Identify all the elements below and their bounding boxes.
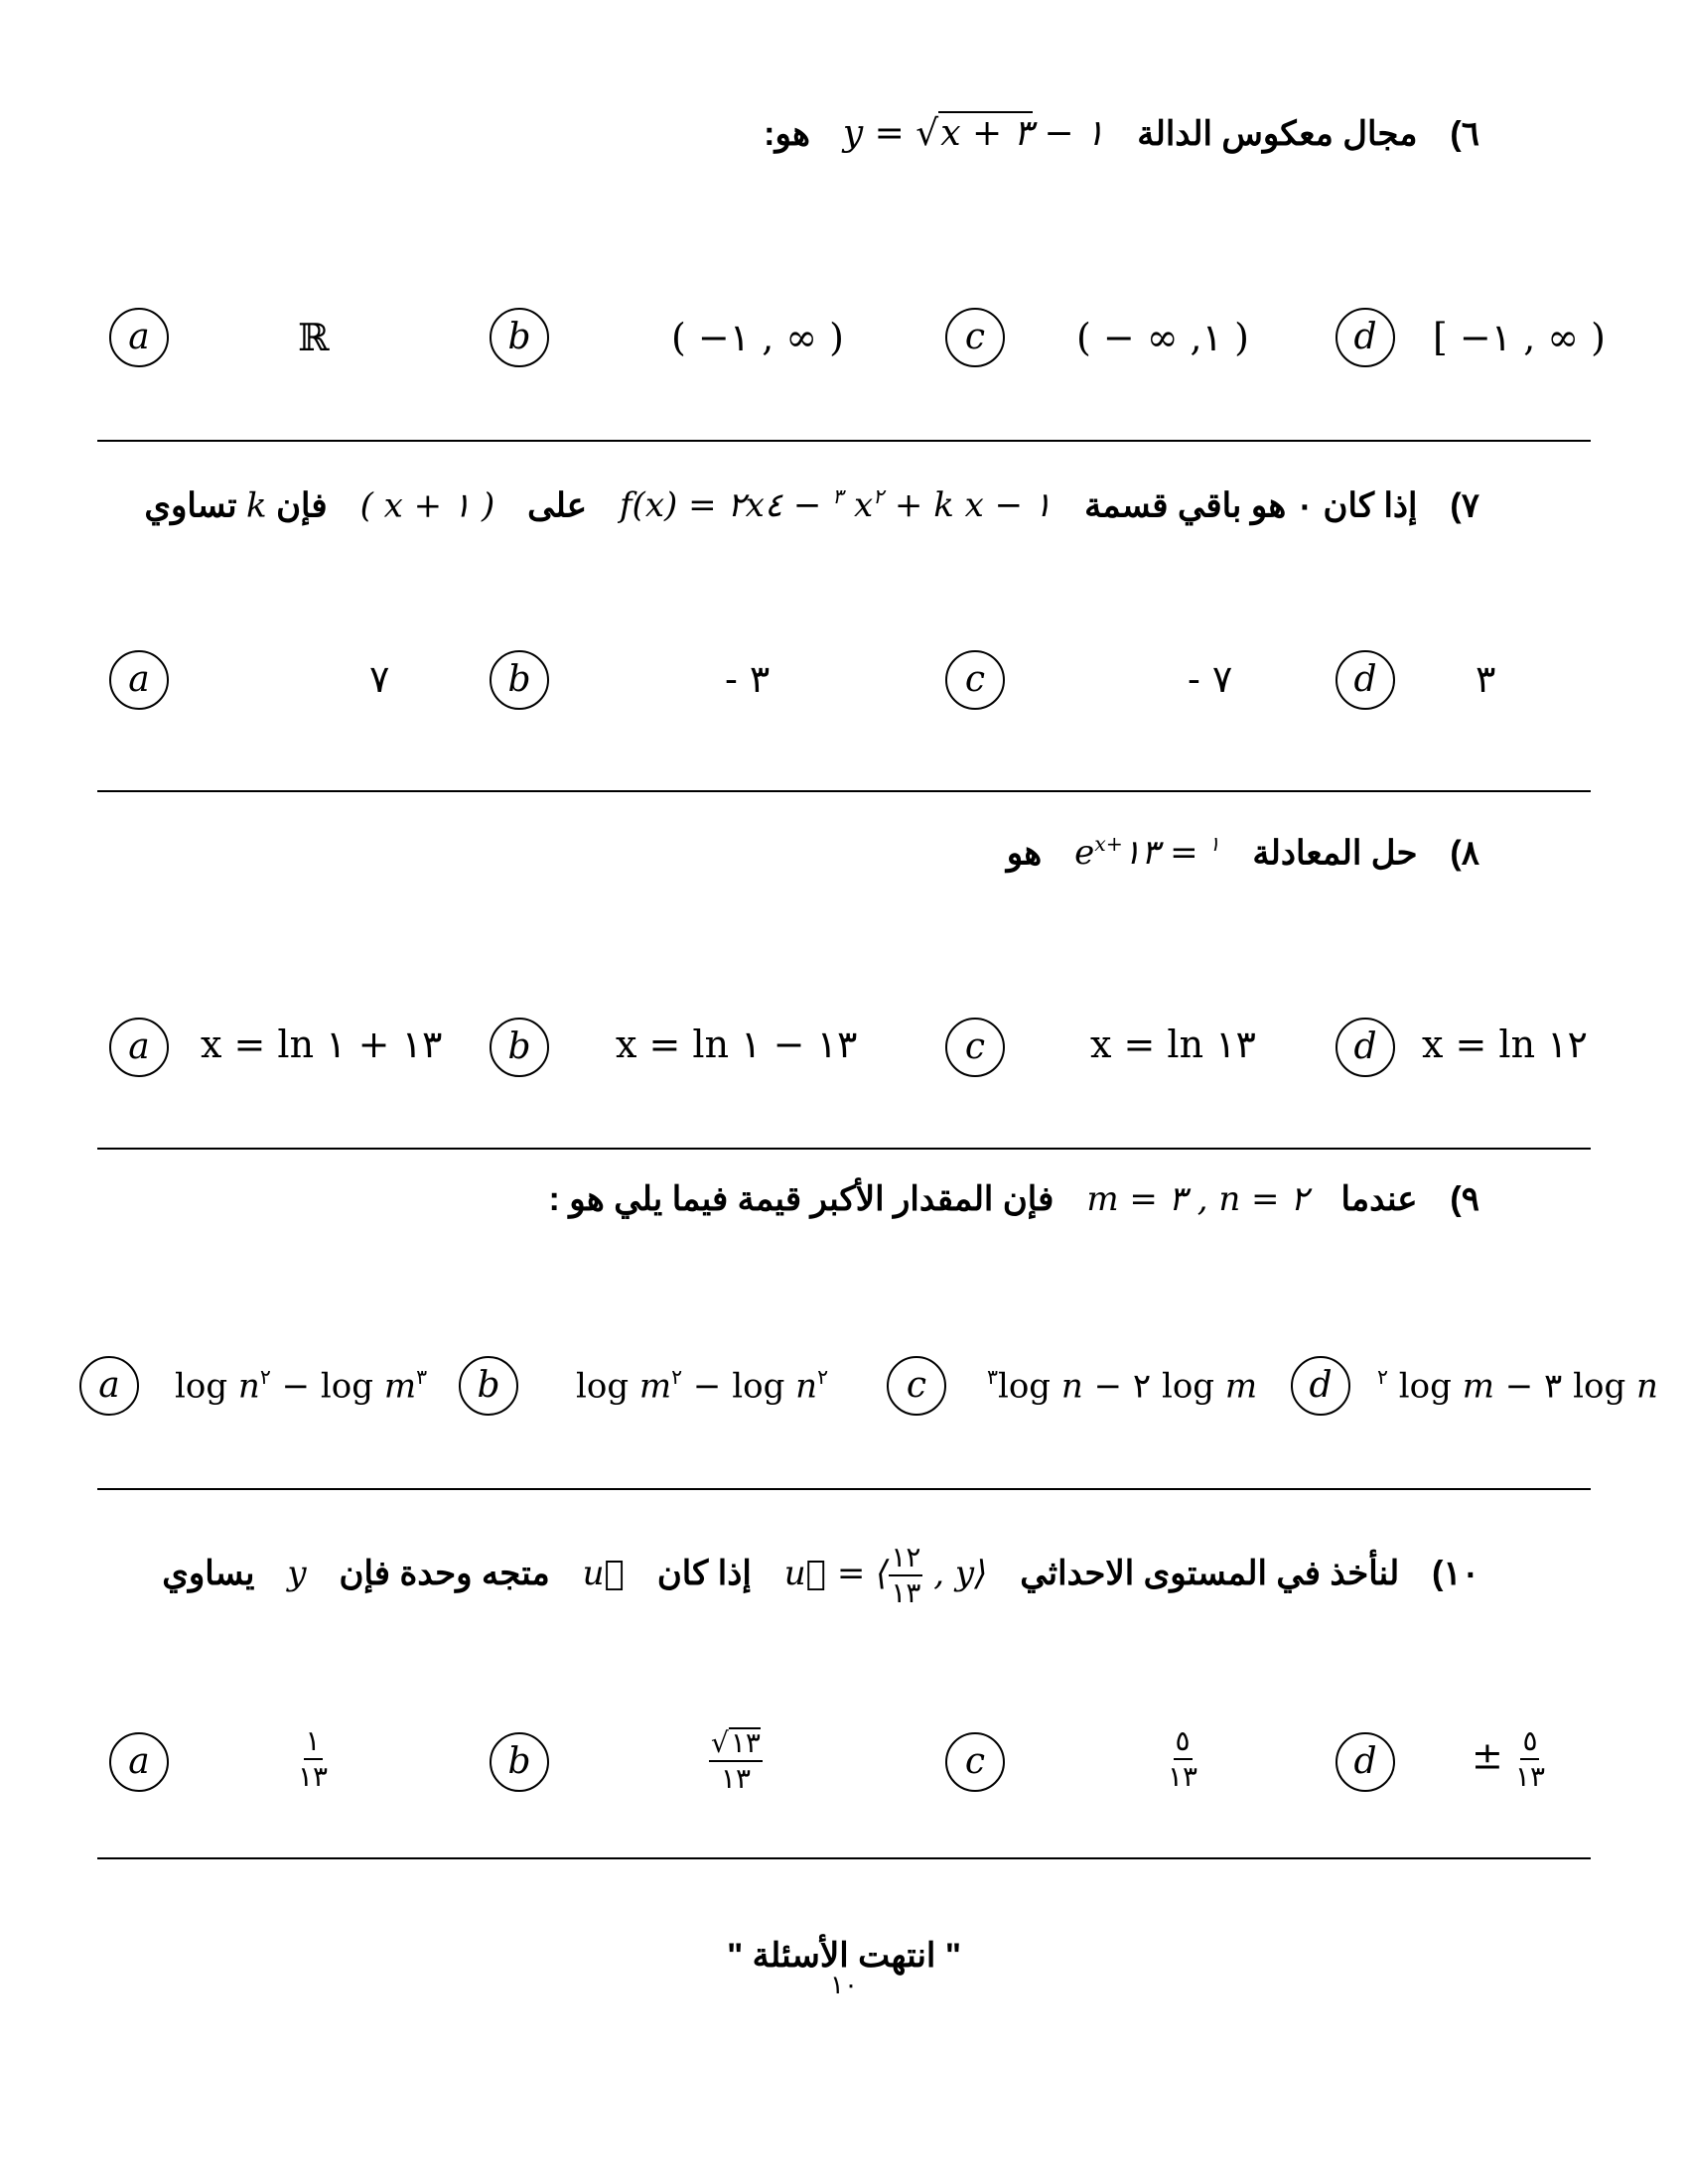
question-text: لنأخذ في المستوى الاحداثي [1020, 1555, 1400, 1592]
question-number: ٩) [1450, 1180, 1479, 1218]
question-number: ٦) [1450, 115, 1479, 153]
option-d-marker[interactable]: d [1336, 308, 1395, 367]
option-c-marker[interactable]: c [945, 1018, 1005, 1077]
option-b-marker[interactable]: b [459, 1356, 518, 1416]
option-b-marker[interactable]: b [490, 650, 549, 710]
question-6 [764, 111, 1479, 154]
option-a-value: ٧ [369, 657, 390, 701]
question-math-vector: u⃗ [582, 1554, 625, 1593]
option-a-marker[interactable]: a [109, 1732, 169, 1792]
divider [97, 790, 1591, 792]
option-d-value: [ −١ , ∞ ) [1433, 316, 1606, 359]
question-7 [144, 484, 1479, 525]
option-c-value: ( − ∞ ,١ ) [1076, 316, 1249, 359]
question-math: f(x) = ٢x $^٣$ − ٤ $x^٢ + k$ x − ١ [619, 484, 1053, 526]
divider [97, 440, 1591, 442]
option-c-marker[interactable]: c [945, 1732, 1005, 1792]
question-math: u⃗ = ⟨ $\frac{١٢}{١٣}$ , y⟩ [783, 1541, 988, 1609]
question-text-end: يساوي [162, 1555, 255, 1592]
question-number: ٧) [1450, 486, 1479, 525]
divider [97, 1148, 1591, 1150]
option-b-value: - ٣ [725, 657, 771, 701]
option-b-marker[interactable]: b [490, 308, 549, 367]
option-a-value: x = ln ١٣ + ١ [201, 1023, 443, 1066]
question-text-end: هو [1006, 834, 1043, 873]
option-c-marker[interactable]: c [887, 1356, 946, 1416]
option-c-value: $^٣$log n − ٢ log m [987, 1365, 1258, 1407]
option-c-marker[interactable]: c [945, 650, 1005, 710]
option-a-marker[interactable]: a [79, 1356, 139, 1416]
option-b-marker[interactable]: b [490, 1732, 549, 1792]
question-math-divisor: ( x + ١ ) [359, 485, 495, 526]
end-of-questions: " انتهت الأسئلة " [727, 1937, 961, 1975]
question-text: إذا كان ٠ هو باقي قسمة [1084, 486, 1418, 525]
option-c-marker[interactable]: c [945, 308, 1005, 367]
question-number: ١٠) [1432, 1555, 1479, 1592]
divider [97, 1488, 1591, 1490]
option-b-value: ( −١ , ∞ ) [671, 316, 844, 359]
option-d-value: ٣ [1476, 657, 1496, 701]
option-c-value: $\frac{٥}{١٣}$ [1168, 1724, 1198, 1793]
question-text-end: فإن المقدار الأكبر قيمة فيما يلي هو : [548, 1180, 1055, 1218]
option-b-value: $\frac{√١٣}{١٣}$ [711, 1726, 761, 1795]
question-text: حل المعادلة [1252, 834, 1418, 873]
option-d-marker[interactable]: d [1291, 1356, 1350, 1416]
option-b-marker[interactable]: b [490, 1018, 549, 1077]
option-a-value: $\log n^٢ - \log m^٣$ [175, 1365, 428, 1407]
option-d-marker[interactable]: d [1336, 1732, 1395, 1792]
question-number: ٨) [1450, 834, 1479, 873]
question-math-variable: y [287, 1554, 307, 1593]
option-d-value: $^٢$ log m − ٣ log n [1377, 1365, 1658, 1407]
question-math: m = ٣ , n = ٢ [1086, 1179, 1309, 1219]
option-b-value: $\log m^٢ - \log n^٢$ [576, 1365, 829, 1407]
question-text-after: فإن [276, 486, 328, 525]
question-text-mid: متجه وحدة فإن [339, 1555, 550, 1592]
option-d-value: ± $\frac{٥}{١٣}$ [1472, 1724, 1545, 1793]
question-9 [548, 1179, 1479, 1219]
option-d-marker[interactable]: d [1336, 1018, 1395, 1077]
option-a-value: ℝ [298, 316, 330, 359]
question-text: مجال معكوس الدالة [1137, 115, 1418, 153]
question-8 [1007, 832, 1479, 873]
option-c-value: - ٧ [1188, 657, 1233, 701]
question-10 [162, 1541, 1479, 1609]
question-text-end: تساوي [144, 486, 237, 525]
option-a-marker[interactable]: a [109, 308, 169, 367]
divider [97, 1857, 1591, 1859]
option-c-value: x = ln ١٣ [1090, 1023, 1256, 1066]
option-d-marker[interactable]: d [1336, 650, 1395, 710]
option-a-marker[interactable]: a [109, 1018, 169, 1077]
page-number: ١٠ [830, 1970, 858, 1999]
question-text-mid: على [527, 486, 588, 525]
option-d-value: x = ln ١٢ [1422, 1023, 1588, 1066]
option-a-marker[interactable]: a [109, 650, 169, 710]
question-math-variable: k [246, 485, 267, 526]
question-math: y = √x + ٣ − ١ [842, 113, 1105, 154]
option-b-value: x = ln ١٣ − ١ [616, 1023, 858, 1066]
question-text-end: هو: [764, 115, 810, 153]
question-text: عندما [1340, 1180, 1418, 1218]
question-math: $e^{x+١}$ = ١٣ [1074, 832, 1220, 874]
option-a-value: $\frac{١}{١٣}$ [298, 1724, 329, 1793]
question-text-after: إذا كان [656, 1555, 752, 1592]
